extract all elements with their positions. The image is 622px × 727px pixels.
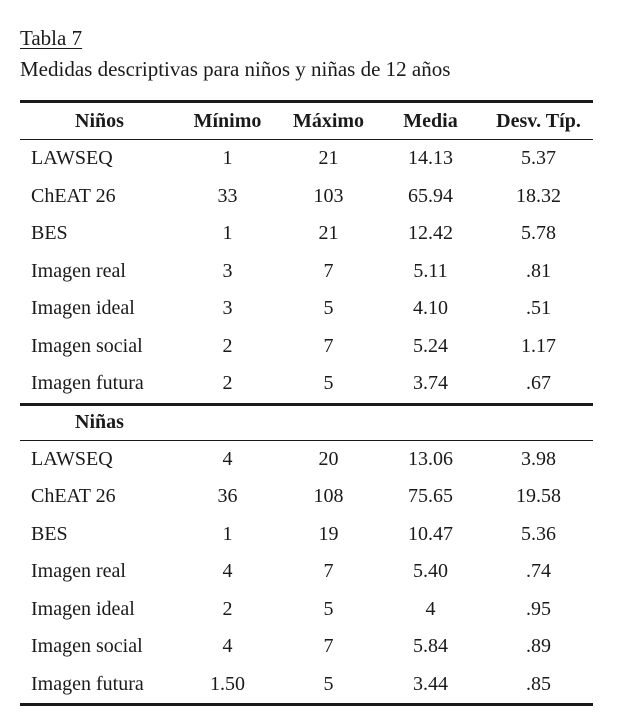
max-value-cell: 21	[318, 147, 339, 170]
min-value-cell: 1	[222, 222, 233, 245]
max-value-cell: 19	[318, 522, 339, 545]
column-header-min: Mínimo	[175, 102, 280, 140]
table-row	[20, 253, 593, 291]
variable-name-cell: Imagen futura	[20, 666, 175, 705]
min-value-cell: 4	[222, 635, 233, 658]
mean-value-cell: 5.24	[413, 334, 448, 357]
mean-value-cell: 12.42	[408, 222, 453, 245]
sd-value-cell: .81	[526, 259, 551, 282]
variable-name-cell: Imagen ideal	[31, 297, 135, 320]
sd-value-cell: .74	[526, 560, 551, 583]
variable-name-cell: Imagen real	[31, 259, 126, 282]
table-title: Medidas descriptivas para niños y niñas de 12 años	[20, 57, 451, 81]
group-header-empty-cell	[280, 404, 377, 440]
min-value-cell: 1.50	[175, 666, 280, 705]
min-value-cell: 1	[222, 147, 233, 170]
group-header-row	[20, 404, 593, 440]
table-row	[20, 365, 593, 404]
max-value-cell: 7	[323, 635, 334, 658]
sd-value-cell: 19.58	[516, 485, 561, 508]
table-row	[20, 328, 593, 366]
sd-value-cell: .85	[484, 666, 593, 705]
column-header-sd: Desv. Típ.	[484, 102, 593, 140]
sd-value-cell: 3.98	[521, 447, 556, 470]
table-row	[20, 553, 593, 591]
min-value-cell: 4	[222, 560, 233, 583]
variable-name-cell: Imagen social	[31, 635, 143, 658]
group-label-ninas: Niñas	[20, 404, 175, 440]
group-header-empty-cell	[377, 404, 484, 440]
table-row	[20, 628, 593, 666]
max-value-cell: 5	[323, 297, 334, 320]
group-header-empty-cell	[175, 404, 280, 440]
mean-value-cell: 14.13	[408, 147, 453, 170]
mean-value-cell: 5.84	[413, 635, 448, 658]
variable-name-cell: BES	[31, 222, 68, 245]
min-value-cell: 2	[222, 372, 233, 395]
sd-value-cell: 18.32	[516, 184, 561, 207]
mean-value-cell: 3.44	[377, 666, 484, 705]
table-row	[20, 666, 593, 705]
sd-value-cell: .51	[526, 297, 551, 320]
sd-value-cell: 5.37	[521, 147, 556, 170]
mean-value-cell: 3.74	[413, 372, 448, 395]
max-value-cell: 5	[323, 372, 334, 395]
table-number-label: Tabla 7	[20, 26, 83, 50]
sd-value-cell: 5.78	[521, 222, 556, 245]
mean-value-cell: 10.47	[408, 522, 453, 545]
min-value-cell: 36	[217, 485, 238, 508]
table-row	[20, 140, 593, 178]
column-header-group: Niños	[20, 102, 175, 140]
min-value-cell: 4	[222, 447, 233, 470]
variable-name-cell: Imagen social	[31, 334, 143, 357]
variable-name-cell: BES	[31, 522, 68, 545]
min-value-cell: 2	[222, 597, 233, 620]
group-header-empty-cell	[484, 404, 593, 440]
table-row	[20, 478, 593, 516]
mean-value-cell: 4	[425, 597, 436, 620]
min-value-cell: 3	[222, 259, 233, 282]
mean-value-cell: 13.06	[408, 447, 453, 470]
variable-name-cell: LAWSEQ	[31, 447, 113, 470]
variable-name-cell: Imagen futura	[31, 372, 144, 395]
column-header-mean: Media	[377, 102, 484, 140]
table-row	[20, 591, 593, 629]
header-row	[20, 102, 593, 140]
sd-value-cell: .89	[526, 635, 551, 658]
mean-value-cell: 75.65	[408, 485, 453, 508]
table-row	[20, 178, 593, 216]
max-value-cell: 5	[280, 666, 377, 705]
table-row	[20, 290, 593, 328]
min-value-cell: 3	[222, 297, 233, 320]
mean-value-cell: 5.40	[413, 560, 448, 583]
max-value-cell: 7	[323, 259, 334, 282]
variable-name-cell: Imagen ideal	[31, 597, 135, 620]
ninas-section	[20, 440, 593, 705]
table-row	[20, 215, 593, 253]
sd-value-cell: .95	[526, 597, 551, 620]
table-row	[20, 440, 593, 478]
descriptive-stats-table	[20, 100, 593, 706]
max-value-cell: 103	[313, 184, 344, 207]
max-value-cell: 20	[318, 447, 339, 470]
max-value-cell: 5	[323, 597, 334, 620]
variable-name-cell: Imagen real	[31, 560, 126, 583]
mean-value-cell: 65.94	[408, 184, 453, 207]
variable-name-cell: ChEAT 26	[31, 184, 116, 207]
min-value-cell: 33	[217, 184, 238, 207]
variable-name-cell: ChEAT 26	[31, 485, 116, 508]
min-value-cell: 2	[222, 334, 233, 357]
ninos-section	[20, 140, 593, 405]
sd-value-cell: 5.36	[521, 522, 556, 545]
sd-value-cell: 1.17	[521, 334, 556, 357]
ninas-group-header	[20, 404, 593, 440]
max-value-cell: 21	[318, 222, 339, 245]
mean-value-cell: 4.10	[413, 297, 448, 320]
max-value-cell: 7	[323, 334, 334, 357]
max-value-cell: 7	[323, 560, 334, 583]
sd-value-cell: .67	[526, 372, 551, 395]
descriptive-stats-table-container	[20, 100, 593, 706]
column-header-max: Máximo	[280, 102, 377, 140]
max-value-cell: 108	[313, 485, 344, 508]
variable-name-cell: LAWSEQ	[31, 147, 113, 170]
mean-value-cell: 5.11	[413, 259, 448, 282]
min-value-cell: 1	[222, 522, 233, 545]
table-row	[20, 516, 593, 554]
